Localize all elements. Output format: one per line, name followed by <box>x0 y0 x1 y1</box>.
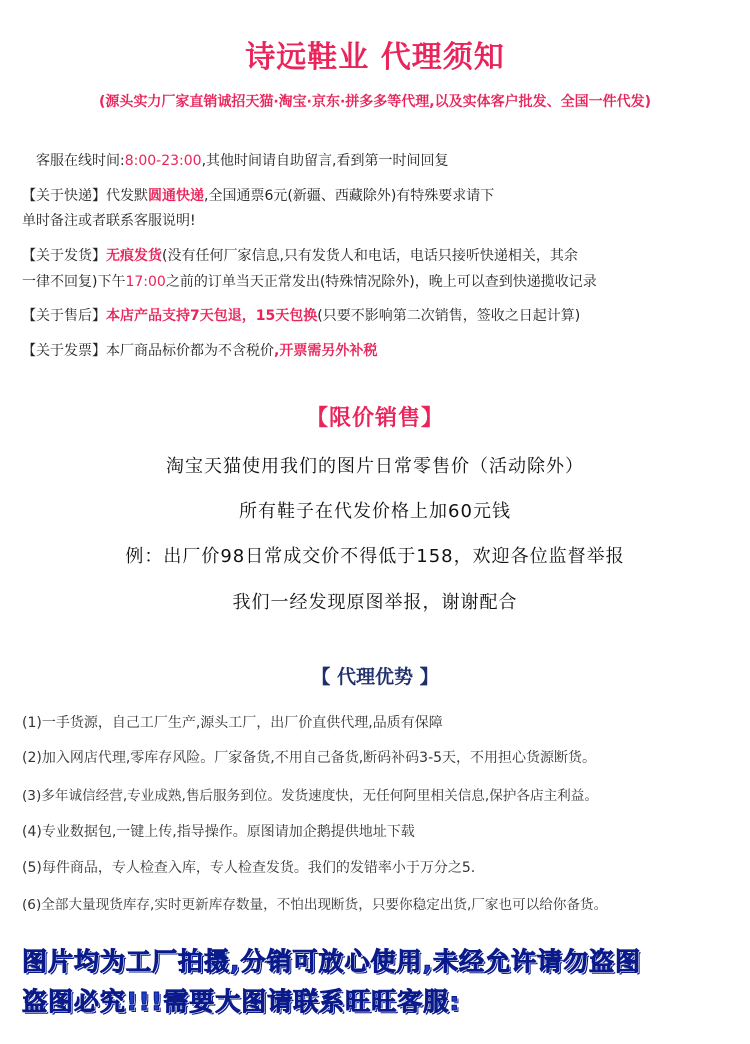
aftersale-label: 【关于售后】 <box>22 308 106 324</box>
express-courier: 圆通快递 <box>148 188 204 204</box>
aftersale-highlight: 本店产品支持7天包退，15天包换 <box>106 308 318 324</box>
price-limit-heading: 【限价销售】 <box>305 406 444 431</box>
service-hours-value: 8:00-23:00 <box>124 153 202 169</box>
ship-post: (没有任何厂家信息,只有发货人和电话，电话只接听快递相关，其余 <box>162 248 578 264</box>
invoice-pre: 本厂商品标价都为不含税价 <box>106 343 274 359</box>
invoice-highlight: ,开票需另外补税 <box>274 343 378 359</box>
ship-line2-post: 之前的订单当天正常发出(特殊情况除外)，晚上可以查到快递揽收记录 <box>165 274 597 290</box>
advantage-item-1: (1)一手货源，自己工厂生产,源头工厂，出厂价直供代理,品质有保障 <box>22 715 443 731</box>
invoice-line <box>22 340 377 360</box>
ship-line-2 <box>22 271 597 291</box>
invoice-label: 【关于发票】 <box>22 343 106 359</box>
advantage-item-5: (5)每件商品，专人检查入库，专人检查发货。我们的发错率小于万分之5. <box>22 860 476 876</box>
aftersale-post: (只要不影响第二次销售，签收之日起计算) <box>317 308 581 324</box>
ship-label: 【关于发货】 <box>22 248 106 264</box>
advantage-item-6: (6)全部大量现货库存,实时更新库存数量，不怕出现断货，只要你稳定出货,厂家也可以给你备货。 <box>22 897 608 913</box>
footer-line-1: 图片均为工厂拍摄,分销可放心使用,未经允许请勿盗图 <box>22 947 641 976</box>
ship-highlight: 无痕发货 <box>106 248 162 264</box>
ship-line-1 <box>22 245 578 265</box>
ship-time: 17:00 <box>125 274 166 290</box>
service-hours-suffix: ,其他时间请自助留言,看到第一时间回复 <box>201 153 449 169</box>
aftersale-line <box>22 305 580 325</box>
price-limit-line-3: 例：出厂价98日常成交价不得低于158，欢迎各位监督举报 <box>125 546 625 567</box>
price-limit-line-4: 我们一经发现原图举报，谢谢配合 <box>232 592 518 613</box>
express-post: ,全国通票6元(新疆、西藏除外)有特殊要求请下 <box>204 188 495 204</box>
page-subtitle: (源头实力厂家直销诚招天猫·淘宝·京东·拼多多等代理,以及实体客户批发、全国一件代发) <box>98 94 652 110</box>
ship-line2-pre: 一律不回复)下午 <box>22 274 126 290</box>
service-hours-line <box>36 150 448 170</box>
service-hours-prefix: 客服在线时间: <box>36 153 125 169</box>
express-label: 【关于快递】 <box>22 188 106 204</box>
advantage-item-2: (2)加入网店代理,零库存风险。厂家备货,不用自己备货,断码补码3-5天，不用担心货源断货。 <box>22 750 597 766</box>
express-line-1 <box>22 185 494 205</box>
price-limit-line-1: 淘宝天猫使用我们的图片日常零售价（活动除外） <box>166 456 584 477</box>
express-line-2: 单时备注或者联系客服说明! <box>22 213 196 229</box>
advantage-item-4: (4)专业数据包,一键上传,指导操作。原图请加企鹅提供地址下载 <box>22 824 415 840</box>
advantages-heading: 【 代理优势 】 <box>311 666 439 688</box>
advantage-item-3: (3)多年诚信经营,专业成熟,售后服务到位。发货速度快，无任何阿里相关信息,保护各店主利益。 <box>22 788 598 804</box>
page-title: 诗远鞋业 代理须知 <box>245 40 505 75</box>
footer-line-2: 盗图必究!!!需要大图请联系旺旺客服: <box>22 987 461 1016</box>
price-limit-line-2: 所有鞋子在代发价格上加60元钱 <box>239 501 511 522</box>
express-pre: 代发默 <box>106 188 148 204</box>
